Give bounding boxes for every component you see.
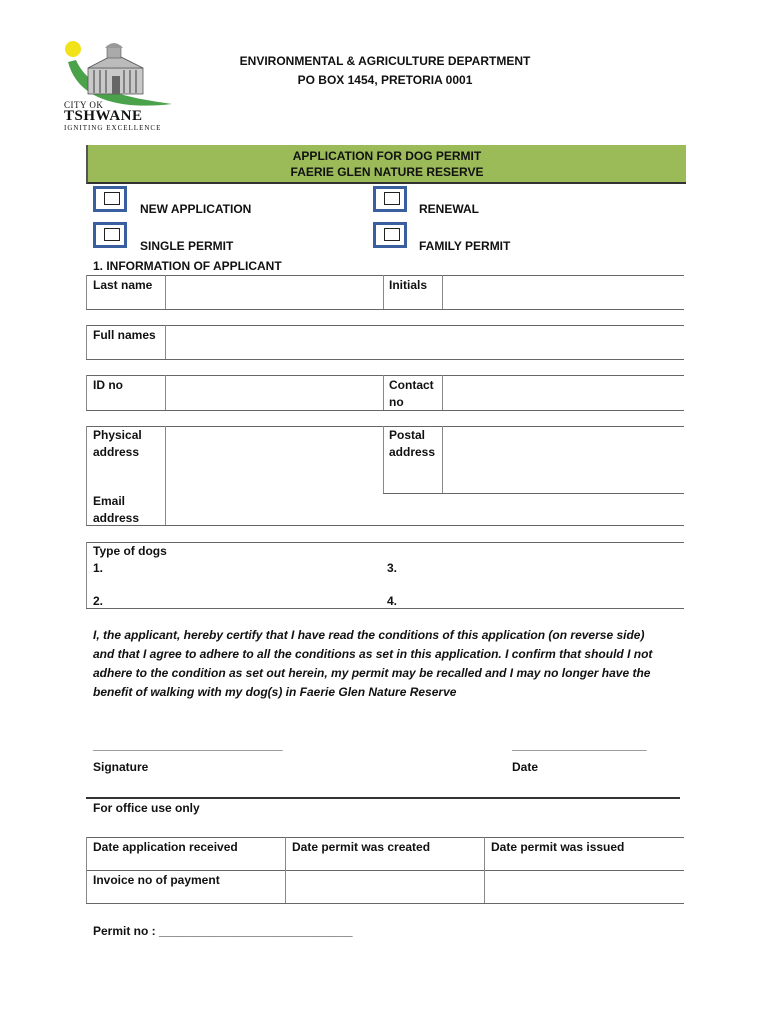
dog-4-field[interactable] (404, 586, 682, 606)
dog-3-label: 3. (387, 561, 398, 575)
initials-field[interactable] (444, 277, 682, 308)
physical-address-field[interactable] (167, 428, 382, 492)
dog-2-label: 2. (93, 594, 104, 608)
divider (383, 493, 684, 494)
divider (383, 275, 384, 309)
divider (86, 309, 684, 310)
divider (86, 375, 684, 376)
last-name-label: Last name (93, 278, 153, 292)
office-field-issued[interactable] (486, 872, 682, 902)
divider (86, 426, 87, 525)
email-address-field[interactable] (167, 495, 682, 524)
declaration-text (93, 626, 693, 702)
divider (285, 837, 286, 903)
divider (86, 903, 684, 904)
divider (442, 275, 443, 309)
office-field-created[interactable] (287, 872, 482, 902)
department-address: PO BOX 1454, PRETORIA 0001 (297, 73, 473, 87)
postal-address-label-line2: address (389, 445, 436, 459)
permit-no-label: Permit no : _____________________________ (93, 924, 353, 938)
dog-1-label: 1. (93, 561, 104, 575)
date-received-label: Date application received (93, 840, 238, 854)
divider (86, 797, 680, 799)
date-line[interactable]: ______________________ (512, 740, 647, 752)
date-label: Date (512, 760, 539, 774)
divider (86, 275, 684, 276)
id-no-field[interactable] (167, 377, 382, 409)
divider (86, 608, 684, 609)
id-no-label: ID no (93, 378, 123, 392)
physical-address-label (93, 427, 142, 461)
divider (86, 275, 87, 309)
single-permit-label: SINGLE PERMIT (140, 239, 234, 253)
contact-no-label (389, 377, 434, 411)
physical-address-label-line2: address (93, 445, 140, 459)
family-permit-label: FAMILY PERMIT (419, 239, 511, 253)
signature-line[interactable]: _______________________________ (93, 740, 283, 752)
renewal-label: RENEWAL (419, 202, 479, 216)
divider (442, 426, 443, 493)
contact-no-label-line2: no (389, 395, 404, 409)
last-name-field[interactable] (167, 277, 382, 308)
divider (165, 275, 166, 309)
divider (86, 542, 684, 543)
logo-tagline: IGNITING EXCELLENCE (64, 124, 162, 132)
full-names-label: Full names (93, 328, 156, 342)
divider (86, 359, 684, 360)
email-address-label-line2: address (93, 511, 140, 525)
divider (86, 837, 87, 903)
full-names-field[interactable] (167, 327, 682, 358)
divider (165, 375, 166, 410)
form-subtitle: FAERIE GLEN NATURE RESERVE (290, 165, 484, 179)
renewal-checkbox[interactable] (373, 186, 407, 212)
form-title-banner (86, 145, 686, 184)
type-of-dogs-label: Type of dogs (93, 544, 167, 558)
postal-address-label-line1: Postal (389, 428, 426, 442)
divider (442, 375, 443, 410)
single-permit-checkbox[interactable] (93, 222, 127, 248)
family-permit-checkbox[interactable] (373, 222, 407, 248)
invoice-label: Invoice no of payment (93, 873, 220, 887)
divider (86, 325, 87, 359)
new-application-checkbox[interactable] (93, 186, 127, 212)
dog-2-field[interactable] (110, 586, 380, 606)
date-created-label: Date permit was created (292, 840, 431, 854)
divider (165, 325, 166, 359)
signature-label: Signature (93, 760, 149, 774)
contact-no-label-line1: Contact (389, 378, 434, 392)
physical-address-label-line1: Physical (93, 428, 142, 442)
email-address-label-line1: Email (93, 494, 126, 508)
date-issued-label: Date permit was issued (491, 840, 625, 854)
initials-label: Initials (389, 278, 428, 292)
divider (86, 325, 684, 326)
divider (484, 837, 485, 903)
divider (383, 426, 384, 493)
declaration-line4: benefit of walking with my dog(s) in Faerie Glen Nature Reserve (93, 685, 457, 699)
section-title-applicant: 1. INFORMATION OF APPLICANT (93, 259, 282, 273)
logo-name-text: TSHWANE (64, 108, 143, 124)
divider (165, 426, 166, 525)
divider (86, 542, 87, 608)
declaration-line2: and that I agree to adhere to all the conditions as set in this application. I confirm that should I not (93, 647, 653, 661)
dog-3-field[interactable] (404, 558, 682, 578)
postal-address-field[interactable] (444, 428, 682, 492)
contact-no-field[interactable] (444, 377, 682, 409)
department-title: ENVIRONMENTAL & AGRICULTURE DEPARTMENT (239, 54, 531, 68)
divider (86, 525, 684, 526)
declaration-line1: I, the applicant, hereby certify that I have read the conditions of this application (on reverse side) (93, 628, 645, 642)
divider (86, 426, 684, 427)
dog-1-field[interactable] (110, 558, 380, 578)
office-use-title: For office use only (93, 801, 200, 815)
postal-address-label (389, 427, 435, 461)
declaration-line3: adhere to the condition as set out herein, my permit may be recalled and I may no longer have the (93, 666, 651, 680)
divider (86, 837, 684, 838)
dog-4-label: 4. (387, 594, 398, 608)
divider (383, 375, 384, 410)
new-application-label: NEW APPLICATION (140, 202, 252, 216)
divider (86, 375, 87, 410)
email-address-label (93, 493, 139, 527)
divider (86, 410, 684, 411)
form-title: APPLICATION FOR DOG PERMIT (292, 149, 482, 163)
logo-city-text: CITY OK (64, 100, 104, 110)
divider (86, 870, 684, 871)
